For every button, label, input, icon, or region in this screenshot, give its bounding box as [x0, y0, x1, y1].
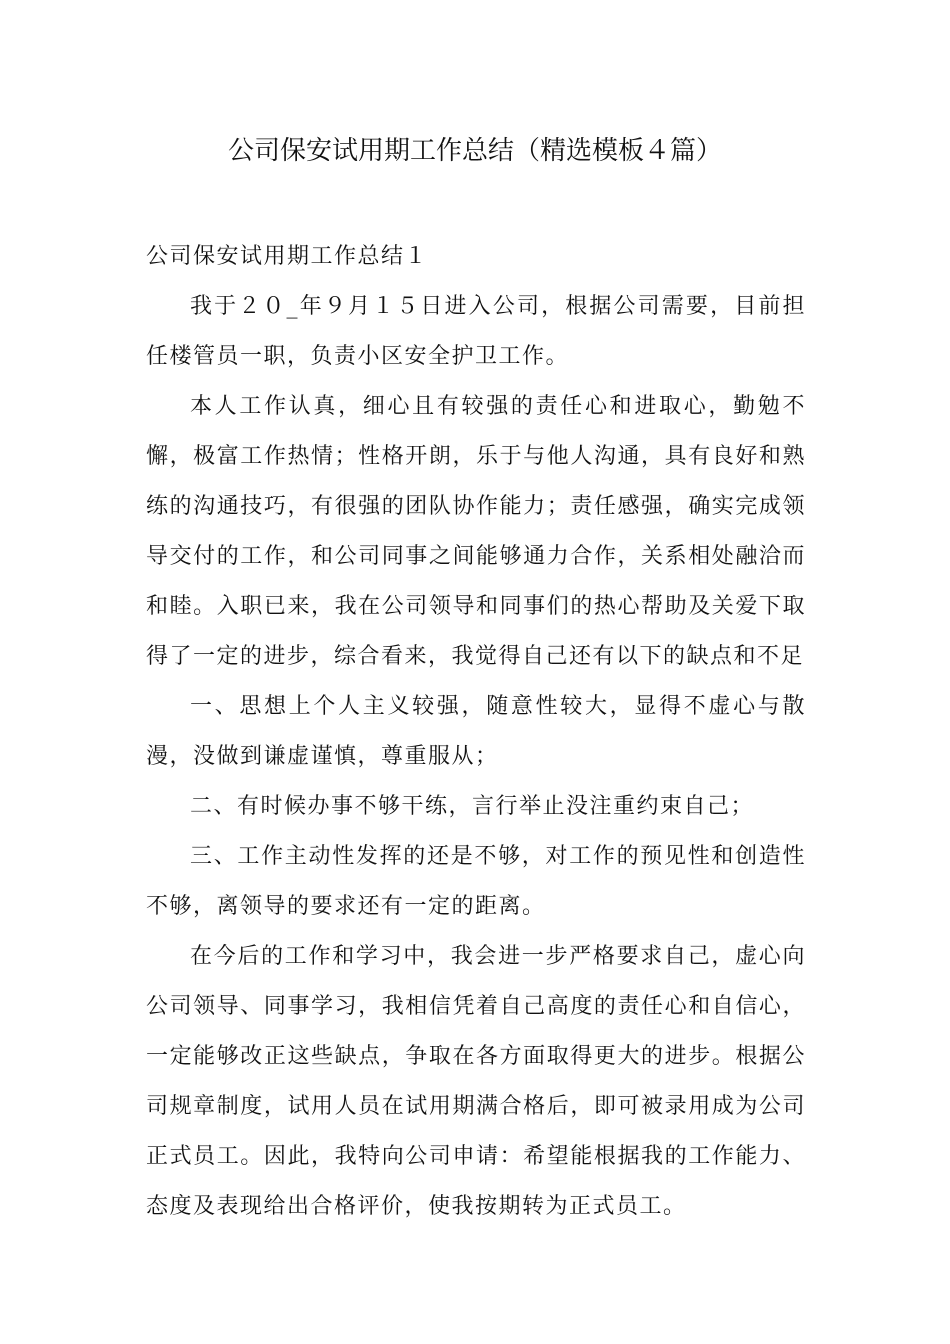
document-title: 公司保安试用期工作总结（精选模板４篇）	[227, 136, 722, 166]
paragraph-intro: 我于２０_年９月１５日进入公司，根据公司需要，目前担任楼管员一职，负责小区安全护卫工作。	[146, 294, 806, 369]
paragraph-self-assessment: 本人工作认真，细心且有较强的责任心和进取心，勤勉不懈，极富工作热情；性格开朗，乐于与他人沟通，具有良好和熟练的沟通技巧，有很强的团队协作能力；责任感强，确实完成领导交付的工作，和公司同事之间能够通力合作，关系相处融洽而和睦。入职已来，我在公司领导和同事们的热心帮助及关爱下取得了一定的进步，综合看来，我觉得自己还有以下的缺点和不足	[146, 394, 806, 669]
paragraph-shortcoming-3: 三、工作主动性发挥的还是不够，对工作的预见性和创造性不够，离领导的要求还有一定的距离。	[146, 844, 806, 919]
section-heading: 公司保安试用期工作总结１	[146, 244, 429, 269]
paragraph-shortcoming-2: 二、有时候办事不够干练，言行举止没注重约束自己；	[190, 794, 755, 819]
document-body	[146, 232, 806, 1232]
paragraph-conclusion: 在今后的工作和学习中，我会进一步严格要求自己，虚心向公司领导、同事学习，我相信凭着自己高度的责任心和自信心，一定能够改正这些缺点，争取在各方面取得更大的进步。根据公司规章制度，试用人员在试用期满合格后，即可被录用成为公司正式员工。因此，我特向公司申请：希望能根据我的工作能力、态度及表现给出合格评价，使我按期转为正式员工。	[146, 944, 806, 1219]
paragraph-shortcoming-1: 一、思想上个人主义较强，随意性较大，显得不虚心与散漫，没做到谦虚谨慎，尊重服从；	[146, 694, 806, 769]
